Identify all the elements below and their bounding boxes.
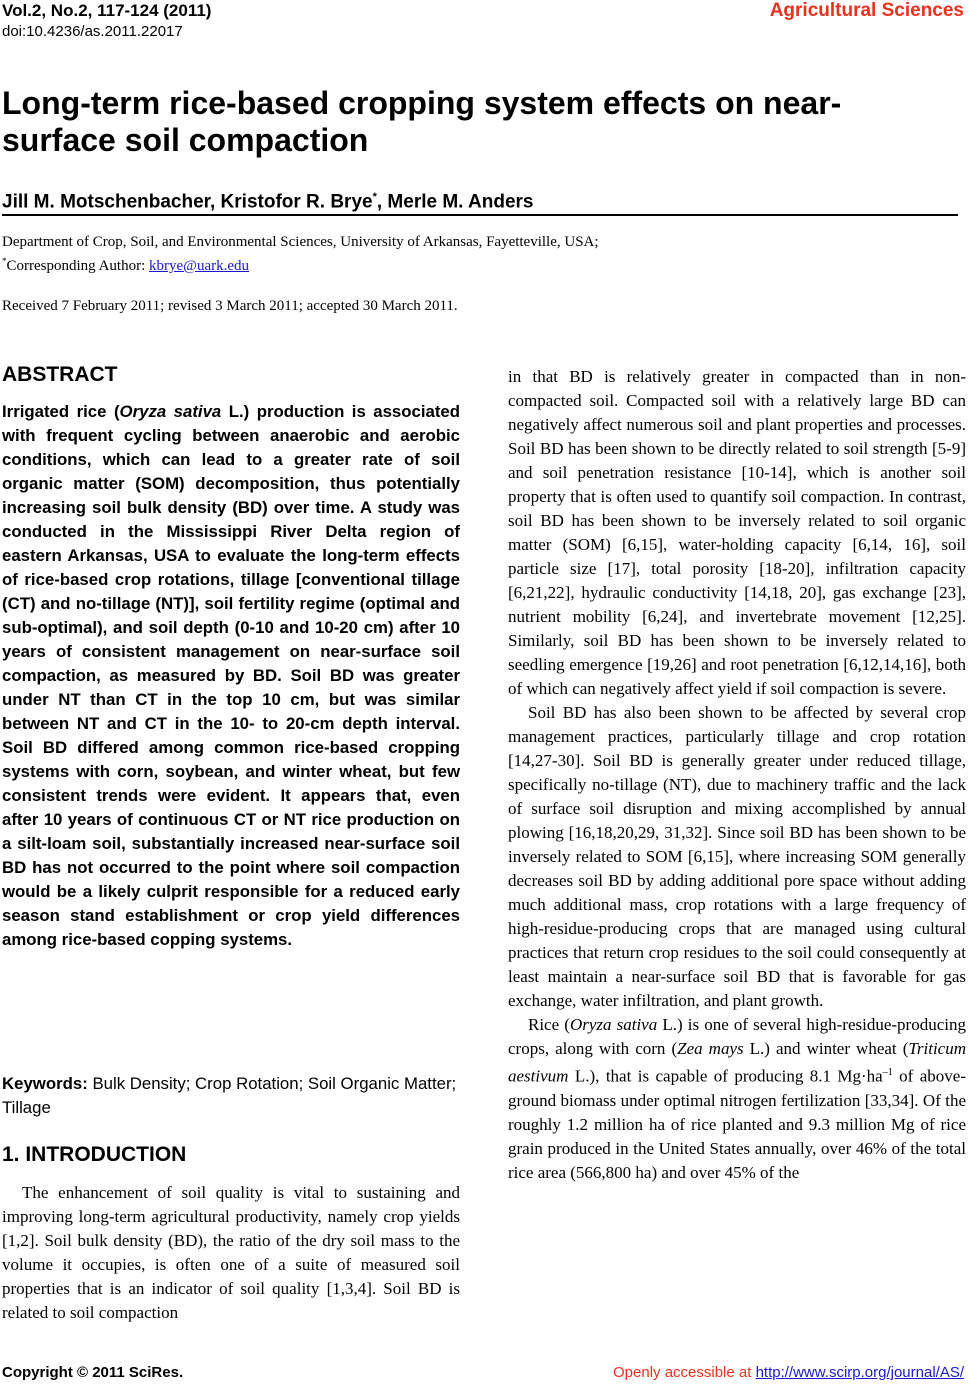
intro-p1: The enhancement of soil quality is vital to sustaining and improving long-term agricultural productivity, namely crop yields [1,2]. Soil bulk density (BD), the ratio of the dry soil mass to the volume it occupies, is often one of a suite of measured soil properties that is an indicator of soil quality [1,3,4]. Soil BD is related to soil compaction xyxy=(2,1183,460,1322)
p3-rice: Oryza sativa xyxy=(569,1015,658,1034)
p3-exponent: –1 xyxy=(882,1067,893,1078)
keywords-list: Bulk Density; Crop Rotation; Soil Organic Matter; Tillage xyxy=(2,1074,457,1117)
access-note xyxy=(613,1363,964,1383)
corresponding-mark: * xyxy=(372,191,377,203)
journal-url-link[interactable]: http://www.scirp.org/journal/AS/ xyxy=(755,1364,964,1381)
body-paragraph-3 xyxy=(508,1013,966,1185)
intro-heading: 1. INTRODUCTION xyxy=(2,1143,187,1166)
abstract-part-1: Irrigated rice ( xyxy=(2,402,120,421)
abstract-part-2: L.) production is associated with frequent cycling between anaerobic and aerobic conditions, which can lead to a greater rate of soil organic matter (SOM) decomposition, thus potentially increasing soil bulk density (BD) over time. A study was conducted in the Mississippi River Delta region of eastern Arkansas, USA to evaluate the long-term effects of rice-based crop rotations, tillage [conventional tillage (CT) and no-tillage (NT)], soil fertility regime (optimal and sub-optimal), and soil depth (0-10 and 10-20 cm) after 10 years of consistent management on near-surface soil compaction, as measured by BD. Soil BD was greater under NT than CT in the top 10 cm, but was similar between NT and CT in the 10- to 20-cm depth interval. Soil BD differed among common rice-based cropping systems with corn, soybean, and winter wheat, but few consistent trends were evident. It appears that, even after 10 years of continuous CT or NT rice production on a silt-loam soil, substantially increased near-surface soil BD has not occurred to the point where soil compaction would be a likely culprit responsible for a reduced early season stand establishment or crop yield differences among rice-based copping systems. xyxy=(2,402,461,949)
article-title: Long-term rice-based cropping system effects on near-surface soil compaction xyxy=(2,85,842,158)
affiliation: Department of Crop, Soil, and Environmental Sciences, University of Arkansas, Fayetteville, USA; xyxy=(2,234,599,250)
corr-email-link[interactable]: kbrye@uark.edu xyxy=(149,258,250,274)
authors-tail: , Merle M. Anders xyxy=(376,191,534,213)
received-dates: Received 7 February 2011; revised 3 March 2011; accepted 30 March 2011. xyxy=(2,298,458,314)
doi: doi:10.4236/as.2011.22017 xyxy=(2,23,183,40)
right-column xyxy=(508,365,966,1185)
copyright: Copyright © 2011 SciRes. xyxy=(2,1364,184,1381)
corr-star: * xyxy=(2,256,7,266)
body-paragraph-1: in that BD is relatively greater in compacted than in non-compacted soil. Compacted soil with a relatively large BD can negatively affect numerous soil and plant properties and processes. Soil BD has been shown to be directly related to soil strength [5-9] and soil penetration resistance [10-14], which is another soil property that is often used to quantify soil compaction. In contrast, soil BD has been shown to be inversely related to soil organic matter (SOM) [6,15], water-holding capacity [6,14, 16], soil particle size [17], total porosity [18-20], infiltration capacity [6,21,22], hydraulic conductivity [14,18, 20], gas exchange [23], nutrient mobility [6,24], and invertebrate movement [12,25]. Similarly, soil BD has been shown to be inversely related to seedling emergence [19,26] and root penetration [6,12,14,16], both of which can negatively affect yield if soil compaction is severe. xyxy=(508,367,966,698)
p3-d: L.), that is capable of producing 8.1 Mg·ha xyxy=(568,1066,883,1086)
p3-wheat: Triticum aestivum xyxy=(508,1039,966,1086)
p3-corn: Zea mays xyxy=(677,1039,744,1058)
p3-b: L.) is one of several high-residue-producing crops, along with corn ( xyxy=(508,1015,966,1058)
p3-a: Rice ( xyxy=(528,1015,570,1034)
p3-c: L.) and winter wheat ( xyxy=(743,1039,909,1058)
title-rule xyxy=(2,214,958,216)
corresponding-author xyxy=(2,251,249,276)
abstract-heading: ABSTRACT xyxy=(2,363,118,386)
abstract-species: Oryza sativa xyxy=(119,402,222,421)
corr-label: Corresponding Author: xyxy=(6,258,149,274)
abstract-text xyxy=(2,400,460,952)
body-paragraph-2: Soil BD has also been shown to be affected by several crop management practices, particularly tillage and crop rotation [14,27-30]. Soil BD is generally greater under reduced tillage, specifically no-tillage (NT), due to machinery traffic and the lack of surface soil disruption and mixing accomplished by annual plowing [16,18,20,29, 31,32]. Since soil BD has been shown to be inversely related to SOM [6,15], where increasing SOM generally decreases soil BD by adding additional pore space without adding much additional mass, crop rotations with a large frequency of high-residue-producing crops that are managed using cultural practices that return crop residues to the soil could consequently at least maintain a near-surface soil BD that is favorable for gas exchange, water infiltration, and plant growth. xyxy=(508,703,966,1010)
author-list xyxy=(2,184,534,215)
keywords-label: Keywords: xyxy=(2,1074,88,1093)
p3-e: of above-ground biomass under optimal nitrogen fertilization [33,34]. Of the roughly 1.2 million ha of rice planted and 9.3 million Mg of rice grain produced in the United States annually, over 46% of the total rice area (566,800 ha) and over 45% of the xyxy=(508,1066,966,1182)
volume-info: Vol.2, No.2, 117-124 (2011) xyxy=(2,1,212,20)
authors-main: Jill M. Motschenbacher, Kristofor R. Brye xyxy=(2,191,373,213)
journal-name: Agricultural Sciences xyxy=(769,0,964,21)
access-label: Openly accessible at xyxy=(613,1364,756,1381)
intro-paragraph xyxy=(2,1181,460,1325)
keywords xyxy=(2,1072,460,1120)
